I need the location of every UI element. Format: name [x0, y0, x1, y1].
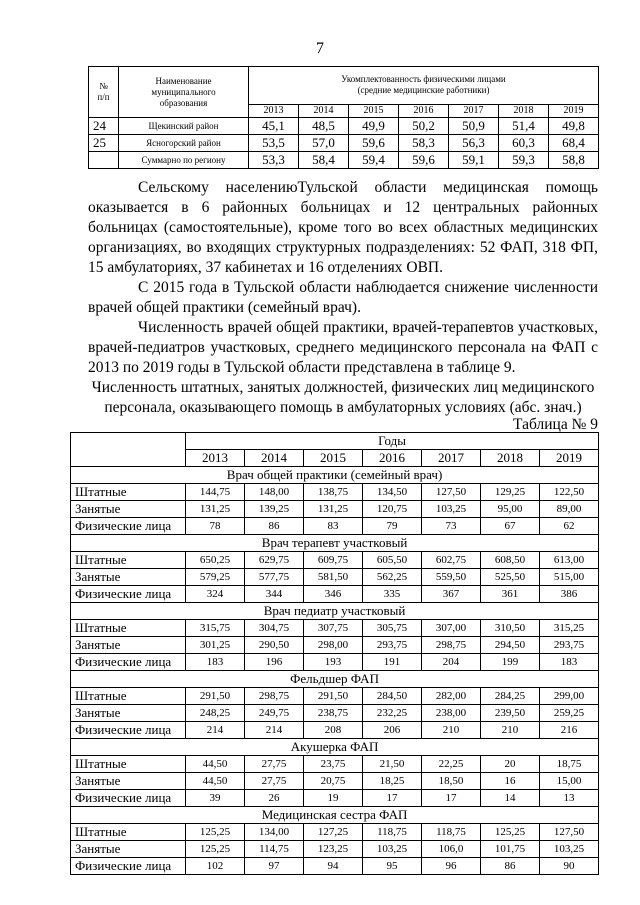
table-row — [71, 501, 599, 518]
table-row — [71, 620, 599, 637]
value-cell: 335 — [363, 586, 422, 603]
value-cell: 305,75 — [363, 620, 422, 637]
value-cell: 127,50 — [422, 484, 481, 501]
table-row — [71, 518, 599, 535]
value-cell: 134,50 — [363, 484, 422, 501]
value-cell: 367 — [422, 586, 481, 603]
table9-label: Таблица № 9 — [513, 416, 598, 433]
table-row — [71, 841, 599, 858]
table9-corner — [71, 433, 186, 467]
table-row — [71, 790, 599, 807]
value-cell: 59,6 — [349, 135, 399, 152]
value-cell: 291,50 — [186, 688, 245, 705]
section-title: Фельдшер ФАП — [71, 671, 599, 688]
value-cell: 114,75 — [245, 841, 304, 858]
value-cell: 49,9 — [349, 118, 399, 135]
value-cell: 103,25 — [422, 501, 481, 518]
value-cell: 298,75 — [422, 637, 481, 654]
value-cell: 20 — [481, 756, 540, 773]
value-cell: 18,25 — [363, 773, 422, 790]
section-title: Врач общей практики (семейный врач) — [71, 467, 599, 484]
value-cell: 48,5 — [299, 118, 349, 135]
value-cell: 346 — [304, 586, 363, 603]
table-row — [71, 756, 599, 773]
value-cell: 344 — [245, 586, 304, 603]
value-cell: 298,75 — [245, 688, 304, 705]
value-cell: 59,3 — [499, 152, 549, 169]
row-label: Физические лица — [71, 858, 186, 875]
value-cell: 94 — [304, 858, 363, 875]
row-label: Физические лица — [71, 722, 186, 739]
value-cell: 78 — [186, 518, 245, 535]
value-cell: 232,25 — [363, 705, 422, 722]
value-cell: 95 — [363, 858, 422, 875]
table-row — [71, 637, 599, 654]
year-header: 2018 — [499, 104, 549, 117]
value-cell: 386 — [540, 586, 599, 603]
value-cell: 238,00 — [422, 705, 481, 722]
value-cell: 123,25 — [304, 841, 363, 858]
value-cell: 602,75 — [422, 552, 481, 569]
value-cell: 19 — [304, 790, 363, 807]
value-cell: 45,1 — [249, 118, 299, 135]
paragraph-rural: Сельскому населениюТульской области медицинская помощь оказывается в 6 районных больницах и 12 центральных районных больницах (самостоятельные), кроме того во всех областных медицинских организациях, во входящих структурных подразделениях: 52 ФАП, 318 ФП, 15 амбулаториях, 37 кабинетах и 16 отделениях ОВП. — [88, 179, 598, 276]
row-label: Физические лица — [71, 654, 186, 671]
value-cell: 59,4 — [349, 152, 399, 169]
year-header: 2014 — [245, 450, 304, 467]
value-cell: 51,4 — [499, 118, 549, 135]
value-cell: 118,75 — [363, 824, 422, 841]
value-cell: 86 — [245, 518, 304, 535]
district-name: Ясногорский район — [119, 135, 249, 152]
value-cell: 131,25 — [304, 501, 363, 518]
year-header: 2016 — [363, 450, 422, 467]
value-cell: 26 — [245, 790, 304, 807]
value-cell: 608,50 — [481, 552, 540, 569]
value-cell: 315,25 — [540, 620, 599, 637]
value-cell: 129,25 — [481, 484, 540, 501]
header-num: № п/п — [89, 67, 119, 118]
table-row — [71, 705, 599, 722]
value-cell: 27,75 — [245, 756, 304, 773]
value-cell: 196 — [245, 654, 304, 671]
value-cell: 282,00 — [422, 688, 481, 705]
value-cell: 293,75 — [540, 637, 599, 654]
value-cell: 148,00 — [245, 484, 304, 501]
value-cell: 23,75 — [304, 756, 363, 773]
value-cell: 101,75 — [481, 841, 540, 858]
table-row — [71, 824, 599, 841]
value-cell: 214 — [245, 722, 304, 739]
value-cell: 125,25 — [186, 841, 245, 858]
value-cell: 248,25 — [186, 705, 245, 722]
value-cell: 193 — [304, 654, 363, 671]
value-cell: 118,75 — [422, 824, 481, 841]
value-cell: 125,25 — [186, 824, 245, 841]
table-9 — [70, 432, 599, 875]
year-header: 2013 — [249, 104, 299, 117]
value-cell: 629,75 — [245, 552, 304, 569]
value-cell: 214 — [186, 722, 245, 739]
value-cell: 301,25 — [186, 637, 245, 654]
value-cell: 97 — [245, 858, 304, 875]
row-label: Занятые — [71, 569, 186, 586]
value-cell: 17 — [422, 790, 481, 807]
section-row — [71, 535, 599, 552]
row-label: Занятые — [71, 501, 186, 518]
district-staffing-table — [88, 66, 599, 169]
value-cell: 361 — [481, 586, 540, 603]
value-cell: 53,5 — [249, 135, 299, 152]
value-cell: 310,50 — [481, 620, 540, 637]
table-row — [71, 858, 599, 875]
table-row — [71, 552, 599, 569]
value-cell: 138,75 — [304, 484, 363, 501]
value-cell: 293,75 — [363, 637, 422, 654]
value-cell: 609,75 — [304, 552, 363, 569]
value-cell: 216 — [540, 722, 599, 739]
row-label: Штатные — [71, 688, 186, 705]
value-cell: 95,00 — [481, 501, 540, 518]
row-label: Штатные — [71, 756, 186, 773]
value-cell: 86 — [481, 858, 540, 875]
row-label: Занятые — [71, 637, 186, 654]
value-cell: 127,25 — [304, 824, 363, 841]
value-cell: 284,25 — [481, 688, 540, 705]
row-number: 25 — [89, 135, 119, 152]
table-row — [71, 569, 599, 586]
value-cell: 73 — [422, 518, 481, 535]
value-cell: 144,75 — [186, 484, 245, 501]
value-cell: 515,00 — [540, 569, 599, 586]
value-cell: 238,75 — [304, 705, 363, 722]
value-cell: 102 — [186, 858, 245, 875]
table-row — [71, 722, 599, 739]
section-row — [71, 603, 599, 620]
row-label: Занятые — [71, 705, 186, 722]
value-cell: 562,25 — [363, 569, 422, 586]
value-cell: 304,75 — [245, 620, 304, 637]
value-cell: 581,50 — [304, 569, 363, 586]
value-cell: 58,8 — [549, 152, 599, 169]
table-row — [89, 152, 599, 169]
value-cell: 127,50 — [540, 824, 599, 841]
value-cell: 298,00 — [304, 637, 363, 654]
table9-caption: Численность штатных, занятых должностей, физических лиц медицинского персонала, оказывающего помощь в амбулаторных условиях (абс. знач.) — [91, 379, 595, 416]
row-label: Штатные — [71, 824, 186, 841]
value-cell: 290,50 — [245, 637, 304, 654]
table-row — [71, 654, 599, 671]
year-header: 2014 — [299, 104, 349, 117]
paragraph-decline: С 2015 года в Тульской области наблюдается снижение численности врачей общей практики (семейный врач). — [88, 279, 598, 316]
row-label: Штатные — [71, 620, 186, 637]
year-header: 2015 — [349, 104, 399, 117]
value-cell: 67 — [481, 518, 540, 535]
value-cell: 103,25 — [363, 841, 422, 858]
value-cell: 79 — [363, 518, 422, 535]
value-cell: 204 — [422, 654, 481, 671]
value-cell: 56,3 — [449, 135, 499, 152]
year-header: 2018 — [481, 450, 540, 467]
row-number: 24 — [89, 118, 119, 135]
value-cell: 20,75 — [304, 773, 363, 790]
value-cell: 605,50 — [363, 552, 422, 569]
header-name: Наименование муниципального образования — [119, 67, 249, 118]
district-name: Суммарно по региону — [119, 152, 249, 169]
table-row — [71, 484, 599, 501]
value-cell: 183 — [186, 654, 245, 671]
section-row — [71, 739, 599, 756]
value-cell: 259,25 — [540, 705, 599, 722]
value-cell: 68,4 — [549, 135, 599, 152]
year-header: 2013 — [186, 450, 245, 467]
header-group: Укомплектованность физическими лицами (средние медицинские работники) — [249, 67, 599, 105]
row-label: Физические лица — [71, 586, 186, 603]
value-cell: 183 — [540, 654, 599, 671]
value-cell: 103,25 — [540, 841, 599, 858]
value-cell: 307,75 — [304, 620, 363, 637]
value-cell: 96 — [422, 858, 481, 875]
value-cell: 239,50 — [481, 705, 540, 722]
value-cell: 294,50 — [481, 637, 540, 654]
value-cell: 44,50 — [186, 773, 245, 790]
year-header: 2017 — [449, 104, 499, 117]
row-label: Штатные — [71, 484, 186, 501]
table-row — [71, 688, 599, 705]
value-cell: 59,1 — [449, 152, 499, 169]
district-name: Щекинский район — [119, 118, 249, 135]
value-cell: 18,50 — [422, 773, 481, 790]
value-cell: 315,75 — [186, 620, 245, 637]
value-cell: 208 — [304, 722, 363, 739]
value-cell: 13 — [540, 790, 599, 807]
table-row — [89, 135, 599, 152]
value-cell: 125,25 — [481, 824, 540, 841]
value-cell: 58,4 — [299, 152, 349, 169]
value-cell: 14 — [481, 790, 540, 807]
value-cell: 15,00 — [540, 773, 599, 790]
section-row — [71, 671, 599, 688]
value-cell: 210 — [481, 722, 540, 739]
value-cell: 18,75 — [540, 756, 599, 773]
value-cell: 50,9 — [449, 118, 499, 135]
table-row — [71, 586, 599, 603]
value-cell: 307,00 — [422, 620, 481, 637]
section-title: Врач педиатр участковый — [71, 603, 599, 620]
value-cell: 16 — [481, 773, 540, 790]
value-cell: 579,25 — [186, 569, 245, 586]
value-cell: 62 — [540, 518, 599, 535]
value-cell: 90 — [540, 858, 599, 875]
value-cell: 44,50 — [186, 756, 245, 773]
value-cell: 60,3 — [499, 135, 549, 152]
table-row — [89, 118, 599, 135]
value-cell: 191 — [363, 654, 422, 671]
value-cell: 59,6 — [399, 152, 449, 169]
value-cell: 22,25 — [422, 756, 481, 773]
value-cell: 210 — [422, 722, 481, 739]
value-cell: 299,00 — [540, 688, 599, 705]
year-header: 2016 — [399, 104, 449, 117]
table9-years-header: Годы — [186, 433, 599, 450]
value-cell: 559,50 — [422, 569, 481, 586]
section-title: Акушерка ФАП — [71, 739, 599, 756]
value-cell: 131,25 — [186, 501, 245, 518]
section-title: Медицинская сестра ФАП — [71, 807, 599, 824]
value-cell: 57,0 — [299, 135, 349, 152]
section-row — [71, 467, 599, 484]
value-cell: 106,0 — [422, 841, 481, 858]
value-cell: 284,50 — [363, 688, 422, 705]
row-label: Штатные — [71, 552, 186, 569]
value-cell: 122,50 — [540, 484, 599, 501]
value-cell: 291,50 — [304, 688, 363, 705]
value-cell: 206 — [363, 722, 422, 739]
section-title: Врач терапевт участковый — [71, 535, 599, 552]
value-cell: 249,75 — [245, 705, 304, 722]
value-cell: 58,3 — [399, 135, 449, 152]
value-cell: 49,8 — [549, 118, 599, 135]
value-cell: 89,00 — [540, 501, 599, 518]
value-cell: 613,00 — [540, 552, 599, 569]
year-header: 2015 — [304, 450, 363, 467]
value-cell: 139,25 — [245, 501, 304, 518]
row-number — [89, 152, 119, 169]
value-cell: 324 — [186, 586, 245, 603]
table-row — [71, 773, 599, 790]
value-cell: 83 — [304, 518, 363, 535]
value-cell: 120,75 — [363, 501, 422, 518]
value-cell: 525,50 — [481, 569, 540, 586]
value-cell: 53,3 — [249, 152, 299, 169]
value-cell: 134,00 — [245, 824, 304, 841]
body-text — [88, 178, 598, 378]
paragraph-table-ref: Численность врачей общей практики, врачей-терапевтов участковых, врачей-педиатров участковых, среднего медицинского персонала на ФАП с 2013 по 2019 годы в Тульской области представлена в таблице 9. — [88, 319, 598, 376]
value-cell: 27,75 — [245, 773, 304, 790]
value-cell: 577,75 — [245, 569, 304, 586]
row-label: Физические лица — [71, 518, 186, 535]
year-header: 2017 — [422, 450, 481, 467]
row-label: Занятые — [71, 773, 186, 790]
year-header: 2019 — [540, 450, 599, 467]
value-cell: 199 — [481, 654, 540, 671]
year-header: 2019 — [549, 104, 599, 117]
row-label: Физические лица — [71, 790, 186, 807]
row-label: Занятые — [71, 841, 186, 858]
value-cell: 39 — [186, 790, 245, 807]
value-cell: 650,25 — [186, 552, 245, 569]
section-row — [71, 807, 599, 824]
value-cell: 21,50 — [363, 756, 422, 773]
value-cell: 50,2 — [399, 118, 449, 135]
value-cell: 17 — [363, 790, 422, 807]
page-number: 7 — [316, 40, 324, 57]
